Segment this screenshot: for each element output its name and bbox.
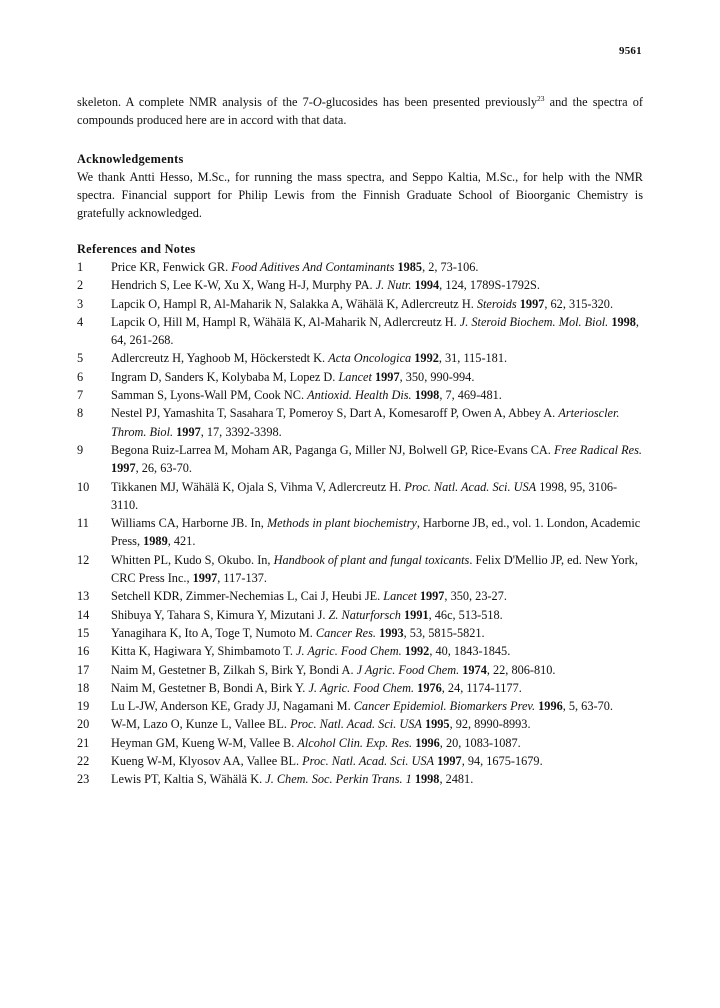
- reference-number: 16: [77, 644, 90, 659]
- reference-number: 3: [77, 296, 84, 311]
- reference-segment: Lapcik O, Hampl R, Al-Maharik N, Salakka A, Wähälä K, Adlercreutz H.: [111, 296, 477, 311]
- reference-segment: , 62, 315-320.: [544, 296, 614, 311]
- reference-number: 13: [77, 589, 90, 604]
- reference-segment: , 24, 1174-1177.: [441, 680, 522, 695]
- reference-segment: Adlercreutz H, Yaghoob M, Höckerstedt K.: [111, 351, 329, 366]
- reference-segment: Whitten PL, Kudo S, Okubo. In,: [111, 552, 274, 567]
- reference-number: 5: [77, 351, 84, 366]
- reference-number: 6: [77, 369, 84, 384]
- reference-segment: Kitta K, Hagiwara Y, Shimbamoto T.: [111, 644, 296, 659]
- publication-year: 1997: [375, 369, 400, 384]
- publication-year: 1997: [111, 461, 136, 476]
- page-number: 9561: [619, 45, 642, 57]
- reference-segment: , 117-137.: [217, 571, 268, 586]
- reference-number: 9: [77, 442, 84, 457]
- reference-segment: Hendrich S, Lee K-W, Xu X, Wang H-J, Murphy PA.: [111, 278, 376, 293]
- citation-superscript: 23: [537, 94, 545, 103]
- reference-text: [111, 551, 643, 588]
- reference-segment: , 64, 261-268.: [111, 314, 639, 348]
- reference-number: 15: [77, 625, 90, 640]
- reference-segment: , 22, 806-810.: [486, 662, 556, 677]
- reference-text: [111, 752, 643, 770]
- journal-title: Alcohol Clin. Exp. Res.: [297, 735, 413, 750]
- reference-segment: , 20, 1083-1087.: [439, 735, 521, 750]
- reference-segment: , 5, 63-70.: [562, 699, 613, 714]
- publication-year: 1989: [143, 534, 168, 549]
- publication-year: 1995: [424, 717, 450, 732]
- journal-title: Lancet: [338, 369, 372, 384]
- reference-item: [77, 587, 643, 605]
- journal-title: Cancer Res.: [315, 625, 376, 640]
- publication-year: 1985: [397, 260, 423, 274]
- reference-item: [77, 551, 643, 588]
- reference-segment: Tikkanen MJ, Wähälä K, Ojala S, Vihma V, Adlercreutz H.: [111, 479, 405, 494]
- journal-title: Handbook of plant and fungal toxicants: [273, 552, 470, 567]
- reference-number: 19: [77, 699, 90, 714]
- reference-segment: , 26, 63-70.: [135, 461, 192, 476]
- reference-number: 21: [77, 735, 90, 750]
- publication-year: 1998: [414, 772, 440, 787]
- reference-item: [77, 276, 643, 294]
- journal-title: Cancer Epidemiol. Biomarkers Prev.: [353, 699, 536, 714]
- reference-text: [111, 441, 643, 478]
- reference-segment: , 7, 469-481.: [439, 388, 502, 403]
- reference-segment: Lu L-JW, Anderson KE, Grady JJ, Nagamani M.: [111, 699, 354, 714]
- reference-number: 17: [77, 662, 90, 677]
- reference-number: 2: [77, 278, 84, 293]
- journal-title: Arterioscler. Throm. Biol.: [111, 406, 620, 439]
- publication-year: 1976: [417, 680, 442, 695]
- reference-text: [111, 587, 643, 605]
- reference-segment: Setchell KDR, Zimmer-Nechemias L, Cai J, Heubi JE.: [111, 589, 384, 604]
- reference-text: [111, 606, 643, 624]
- reference-number: 11: [77, 516, 89, 531]
- reference-item: [77, 697, 643, 715]
- reference-item: [77, 715, 643, 733]
- reference-text: [111, 679, 643, 697]
- journal-title: Food Aditives And Contaminants: [231, 260, 395, 274]
- reference-item: [77, 258, 643, 276]
- reference-text: [111, 478, 643, 515]
- intro-text-2: -glucosides has been presented previously: [321, 95, 538, 109]
- intro-text-1: skeleton. A complete NMR analysis of the 7-: [77, 95, 313, 109]
- publication-year: 1997: [419, 589, 445, 604]
- reference-item: [77, 313, 643, 350]
- journal-title: Acta Oncologica: [328, 351, 412, 366]
- references-heading: References and Notes: [77, 242, 196, 256]
- references-list: [77, 258, 643, 789]
- reference-item: [77, 478, 643, 515]
- reference-text: [111, 624, 643, 642]
- publication-year: 1996: [538, 699, 563, 714]
- journal-title: J. Steroid Biochem. Mol. Biol.: [459, 314, 609, 329]
- publication-year: 1991: [404, 607, 429, 622]
- reference-number: 23: [77, 772, 90, 787]
- journal-title: Proc. Natl. Acad. Sci. USA: [290, 717, 422, 732]
- reference-text: [111, 715, 643, 733]
- reference-text: [111, 368, 643, 386]
- reference-number: 4: [77, 314, 84, 329]
- reference-text: [111, 313, 643, 350]
- journal-title: Z. Naturforsch: [328, 607, 401, 622]
- reference-text: [111, 295, 643, 313]
- reference-number: 1: [77, 260, 84, 274]
- reference-segment: , 53, 5815-5821.: [403, 625, 485, 640]
- reference-item: [77, 441, 643, 478]
- reference-segment: Kueng W-M, Klyosov AA, Vallee BL.: [111, 754, 303, 769]
- publication-year: 1997: [176, 424, 201, 439]
- journal-title: Free Radical Res.: [553, 442, 642, 457]
- intro-paragraph: [77, 93, 643, 129]
- journal-title: J. Agric. Food Chem.: [308, 680, 415, 695]
- publication-year: 1998: [611, 314, 636, 329]
- reference-segment: Lewis PT, Kaltia S, Wähälä K.: [111, 772, 266, 787]
- journal-title: Antioxid. Health Dis.: [307, 388, 412, 403]
- reference-segment: Naim M, Gestetner B, Bondi A, Birk Y.: [111, 680, 309, 695]
- reference-segment: , Harborne JB, ed., vol. 1. London, Academic Press,: [111, 516, 641, 549]
- acknowledgements-text: We thank Antti Hesso, M.Sc., for running the mass spectra, and Seppo Kaltia, M.Sc., for help with the NMR spectra. Financial support for Philip Lewis from the Finnish Graduate School of Bioorganic Chemistry is gratefully acknowledged.: [77, 170, 643, 220]
- reference-segment: Price KR, Fenwick GR.: [111, 260, 232, 274]
- reference-text: [111, 642, 643, 660]
- reference-item: [77, 624, 643, 642]
- reference-segment: , 421.: [167, 534, 196, 549]
- reference-text: [111, 697, 643, 715]
- reference-text: [111, 258, 643, 276]
- publication-year: 1997: [519, 296, 545, 311]
- reference-segment: Heyman GM, Kueng W-M, Vallee B.: [111, 735, 298, 750]
- reference-segment: Nestel PJ, Yamashita T, Sasahara T, Pomeroy S, Dart A, Komesaroff P, Owen A, Abbey A.: [111, 406, 559, 421]
- publication-year: 1992: [414, 351, 439, 366]
- reference-segment: , 92, 8990-8993.: [449, 717, 531, 732]
- reference-segment: Yanagihara K, Ito A, Toge T, Numoto M.: [111, 625, 316, 640]
- reference-text: [111, 349, 643, 367]
- journal-title: J. Agric. Food Chem.: [296, 644, 402, 659]
- reference-text: [111, 661, 643, 679]
- reference-segment: . Felix D'Mellio JP, ed. New York, CRC Press Inc.,: [111, 552, 638, 586]
- journal-title: Proc. Natl. Acad. Sci. USA: [404, 479, 537, 494]
- reference-text: [111, 386, 643, 404]
- reference-item: [77, 752, 643, 770]
- reference-number: 14: [77, 607, 90, 622]
- reference-segment: , 17, 3392-3398.: [200, 424, 282, 439]
- reference-item: [77, 295, 643, 313]
- publication-year: 1992: [404, 644, 430, 659]
- publication-year: 1994: [414, 278, 440, 293]
- reference-item: [77, 404, 643, 441]
- reference-item: [77, 734, 643, 752]
- publication-year: 1996: [415, 735, 440, 750]
- reference-item: [77, 606, 643, 624]
- reference-item: [77, 386, 643, 404]
- reference-item: [77, 661, 643, 679]
- journal-title: Proc. Natl. Acad. Sci. USA: [302, 754, 435, 769]
- publication-year: 1998: [414, 388, 440, 403]
- journal-title: J. Nutr.: [375, 278, 412, 293]
- reference-segment: , 2481.: [439, 772, 474, 787]
- reference-item: [77, 368, 643, 386]
- reference-item: [77, 642, 643, 660]
- reference-item: [77, 770, 643, 788]
- reference-number: 22: [77, 754, 90, 769]
- reference-segment: , 46c, 513-518.: [428, 607, 503, 622]
- reference-segment: , 40, 1843-1845.: [429, 644, 511, 659]
- journal-title: Steroids: [476, 296, 517, 311]
- publication-year: 1974: [462, 662, 487, 677]
- reference-segment: Shibuya Y, Tahara S, Kimura Y, Mizutani J.: [111, 607, 329, 622]
- reference-segment: , 350, 23-27.: [444, 589, 507, 604]
- reference-item: [77, 514, 643, 551]
- reference-text: [111, 734, 643, 752]
- reference-segment: , 31, 115-181.: [438, 351, 508, 366]
- reference-segment: Ingram D, Sanders K, Kolybaba M, Lopez D.: [111, 369, 339, 384]
- reference-segment: Williams CA, Harborne JB. In,: [111, 516, 267, 531]
- reference-segment: , 2, 73-106.: [422, 260, 479, 274]
- reference-number: 12: [77, 552, 90, 567]
- reference-number: 7: [77, 388, 84, 403]
- reference-text: [111, 770, 643, 788]
- page-content: [77, 93, 643, 789]
- reference-segment: , 124, 1789S-1792S.: [439, 278, 540, 293]
- reference-number: 10: [77, 479, 90, 494]
- journal-title: Lancet: [383, 589, 417, 604]
- publication-year: 1997: [437, 754, 462, 769]
- reference-segment: W-M, Lazo O, Kunze L, Vallee BL.: [111, 717, 291, 732]
- reference-text: [111, 404, 643, 441]
- reference-segment: , 94, 1675-1679.: [461, 754, 543, 769]
- reference-segment: Naim M, Gestetner B, Zilkah S, Birk Y, Bondi A.: [111, 662, 357, 677]
- reference-number: 8: [77, 406, 84, 421]
- journal-title: Methods in plant biochemistry: [266, 516, 417, 531]
- reference-segment: Lapcik O, Hill M, Hampl R, Wähälä K, Al-Maharik N, Adlercreutz H.: [111, 314, 460, 329]
- publication-year: 1997: [192, 571, 218, 586]
- reference-number: 20: [77, 717, 90, 732]
- reference-item: [77, 679, 643, 697]
- publication-year: 1993: [379, 625, 404, 640]
- acknowledgements-heading: Acknowledgements: [77, 152, 184, 166]
- reference-text: [111, 276, 643, 294]
- reference-text: [111, 514, 643, 551]
- intro-italic: O: [312, 95, 322, 109]
- journal-title: J. Chem. Soc. Perkin Trans. 1: [265, 772, 412, 787]
- reference-number: 18: [77, 680, 90, 695]
- reference-item: [77, 349, 643, 367]
- reference-segment: , 350, 990-994.: [399, 369, 475, 384]
- intro-text-3: and the spectra of compounds produced here are in accord with that data.: [77, 95, 643, 127]
- reference-segment: Begona Ruiz-Larrea M, Moham AR, Paganga G, Miller NJ, Bolwell GP, Rice-Evans CA.: [111, 442, 554, 457]
- reference-segment: 1998, 95, 3106-3110.: [111, 479, 618, 512]
- reference-segment: Samman S, Lyons-Wall PM, Cook NC.: [111, 388, 308, 403]
- journal-title: J Agric. Food Chem.: [356, 662, 460, 677]
